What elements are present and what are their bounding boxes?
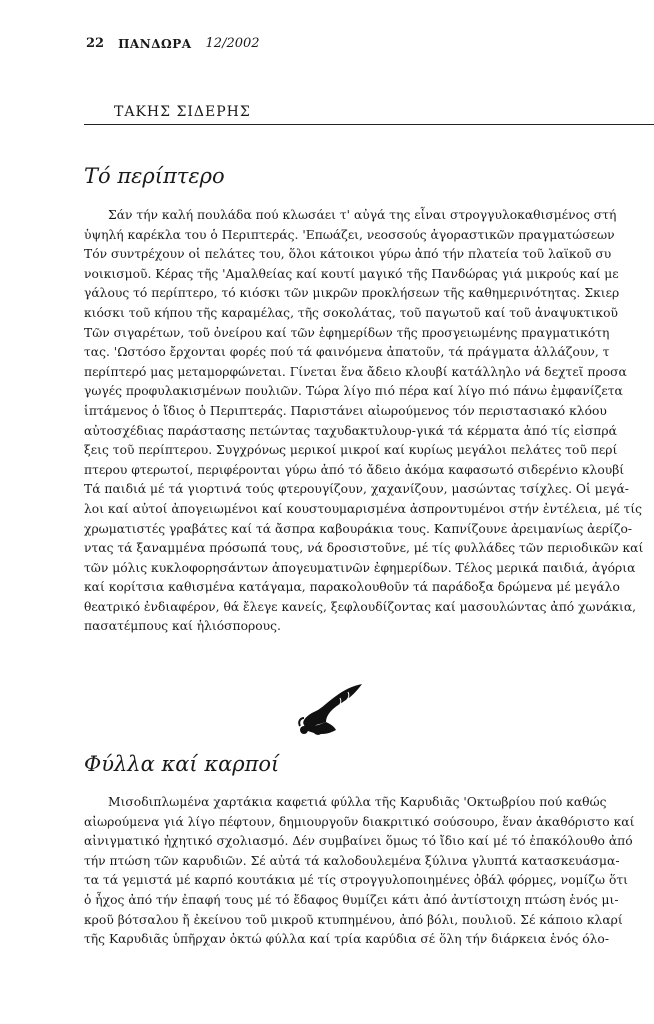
text-line: λοι καί αὐτοί ἀπογειωμένοι καί κουστουμαρισμένα ἀσπροντυμένοι στήν ἐντέλεια, μέ τίς xyxy=(84,501,643,516)
text-line: ἱπτάμενος ὁ ἴδιος ὁ Περιπτεράς. Παριστάνει αἰωρούμενος τόν περιστασιακό κλόου xyxy=(84,403,607,418)
text-line: κροῦ βότσαλου ἤ ἐκείνου τοῦ μικροῦ κτυπημένου, ἀπό βόλι, πουλιοῦ. Σέ κάποιο κλαρί xyxy=(84,912,623,927)
article-body-fylla-kai-karpoi xyxy=(84,793,654,950)
text-line: γάλους τό περίπτερο, τό κιόσκι τῶν μικρῶν προκλήσεων τῆς καθημερινότητας. Σκιερ xyxy=(84,286,620,301)
magazine-masthead xyxy=(118,37,191,51)
issue-date: 12/2002 xyxy=(205,36,260,51)
text-line: θεατρικό ἐνδιαφέρον, θά ἔλεγε κανείς, ξεφλουδίζοντας καί μασουλώντας ἀπό χωνάκια, xyxy=(84,599,637,614)
text-line: τήν πτώση τῶν καρυδιῶν. Σέ αὐτά τά καλοδουλεμένα ξύλινα γλυπτά κατασκευάσμα- xyxy=(84,853,620,868)
text-line: Σάν τήν καλή πουλάδα πού κλωσάει τ' αὐγά της εἶναι στρογγυλοκαθισμένος στή xyxy=(108,208,617,222)
text-line: αὐτοσχέδιας παράστασης πετώντας ταχυδακτυλουρ-γικά τά κέρματα ἀπό τίς εἰσπρά xyxy=(84,423,617,438)
magazine-name: ΠΑΝΔΩΡΑ xyxy=(118,36,192,51)
text-line: πασατέμπους καί ἡλιόσπορους. xyxy=(84,619,281,634)
running-head xyxy=(86,36,260,51)
text-line: ὁ ἦχος ἀπό τήν ἐπαφή τους μέ τό ἔδαφος θυμίζει κάτι ἀπό ἀντίστοιχη πτώση ἑνός μι- xyxy=(84,892,619,907)
text-line: χρωματιστές γραβάτες καί τά ἄσπρα καβουράκια τους. Καπνίζουνε ἀρειμανίως ἀερίζο- xyxy=(84,521,633,536)
text-line: ντας τά ξαναμμένα πρόσωπά τους, νά δροσιστοῦνε, μέ τίς φυλλάδες τῶν περιοδικῶν καί xyxy=(84,541,644,556)
text-line: τῆς Καρυδιᾶς ὑπῆρχαν ὀκτώ φύλλα καί τρία καρύδια σέ ὅλη τήν διάρκεια ἑνός όλο- xyxy=(84,932,609,947)
text-line: Τόν συντρέχουν οἱ πελάτες του, ὅλοι κάτοικοι γύρω ἀπό τήν πλατεία τοῦ λαϊκοῦ συ xyxy=(84,247,612,262)
cornucopia-icon xyxy=(296,680,366,738)
text-line: περίπτερό μας μεταμορφώνεται. Γίνεται ἕνα ἄδειο κλουβί κατάλληλο νά δεχτεῖ προσα xyxy=(84,364,627,379)
text-line: αἰωρούμενα γιά λίγο πέφτουν, δημιουργοῦν διακριτικό σούσουρο, ἕναν ἀκαθόριστο καί xyxy=(84,814,635,829)
author-name: ΤΑΚΗΣ ΣΙΔΕΡΗΣ xyxy=(114,104,251,120)
text-line: τα τά γεμιστά μέ καρπό κουτάκια μέ τίς στρογγυλοποιημένες ὀβάλ φόρμες, νομίζω ὅτι xyxy=(84,873,628,888)
page-number: 22 xyxy=(86,36,105,51)
text-line: καί κορίτσια καθισμένα κατάγαμα, παρακολουθοῦν τά παράδοξα δρώμενα μέ μεγάλο xyxy=(84,580,620,595)
text-line: νοικισμοῦ. Κέρας τῆς 'Αμαλθείας καί κουτί μαγικό τῆς Πανδώρας γιά μικρούς καί με xyxy=(84,266,619,281)
text-line: κιόσκι τοῦ κήπου τῆς καραμέλας, τῆς σοκολάτας, τοῦ παγωτοῦ καί τοῦ ἀναψυκτικοῦ xyxy=(84,305,618,320)
text-line: Μισοδιπλωμένα χαρτάκια καφετιά φύλλα τῆς Καρυδιᾶς 'Οκτωβρίου πού καθώς xyxy=(108,795,607,809)
article-body-periptero xyxy=(84,206,654,637)
article-title-fylla-kai-karpoi: Φύλλα καί καρποί xyxy=(84,752,280,776)
text-line: τῶν μόλις κυκλοφορησάντων ἀπογευματινῶν ἐφημερίδων. Τέλος μερικά παιδιά, ἀγόρια xyxy=(84,560,636,575)
text-line: Τῶν σιγαρέτων, τοῦ ὀνείρου καί τῶν ἐφημερίδων τῆς προσγειωμένης πραγματικότη xyxy=(84,325,610,340)
text-line: ξεις τοῦ περίπτερου. Συγχρόνως μερικοί μικροί καί κυρίως μεγάλοι πελάτες τοῦ περί xyxy=(84,443,618,458)
text-line: γωγές προφυλακισμένων πουλιῶν. Τώρα λίγο πιό πέρα καί λίγο πιό πάνω ἐμφανίζετα xyxy=(84,384,623,399)
text-line: πτερου φτερωτοί, περιφέρονται γύρω ἀπό τό ἄδειο ἀκόμα καφασωτό σιδερένιο κλουβί xyxy=(84,462,625,477)
text-line: αἰνιγματικό ἠχητικό σχολιασμό. Δέν συμβαίνει ὅμως τό ἴδιο καί μέ τό ἐπακόλουθο ἀπό xyxy=(84,834,633,849)
header-rule xyxy=(84,124,654,125)
text-line: ὑψηλή καρέκλα του ὁ Περιπτεράς. 'Επωάζει, νεοσσούς ἀγοραστικῶν πραγματώσεων xyxy=(84,227,615,242)
text-line: τας. 'Ωστόσο ἔρχονται φορές πού τά φαινόμενα ἀπατοῦν, τά πράγματα ἀλλάζουν, τ xyxy=(84,345,610,360)
text-line: Τά παιδιά μέ τά γιορτινά τούς φτερουγίζουν, χαχανίζουν, μασώντας τσίχλες. Οἱ μεγά- xyxy=(84,482,629,497)
article-title-periptero: Τό περίπτερο xyxy=(84,164,225,188)
